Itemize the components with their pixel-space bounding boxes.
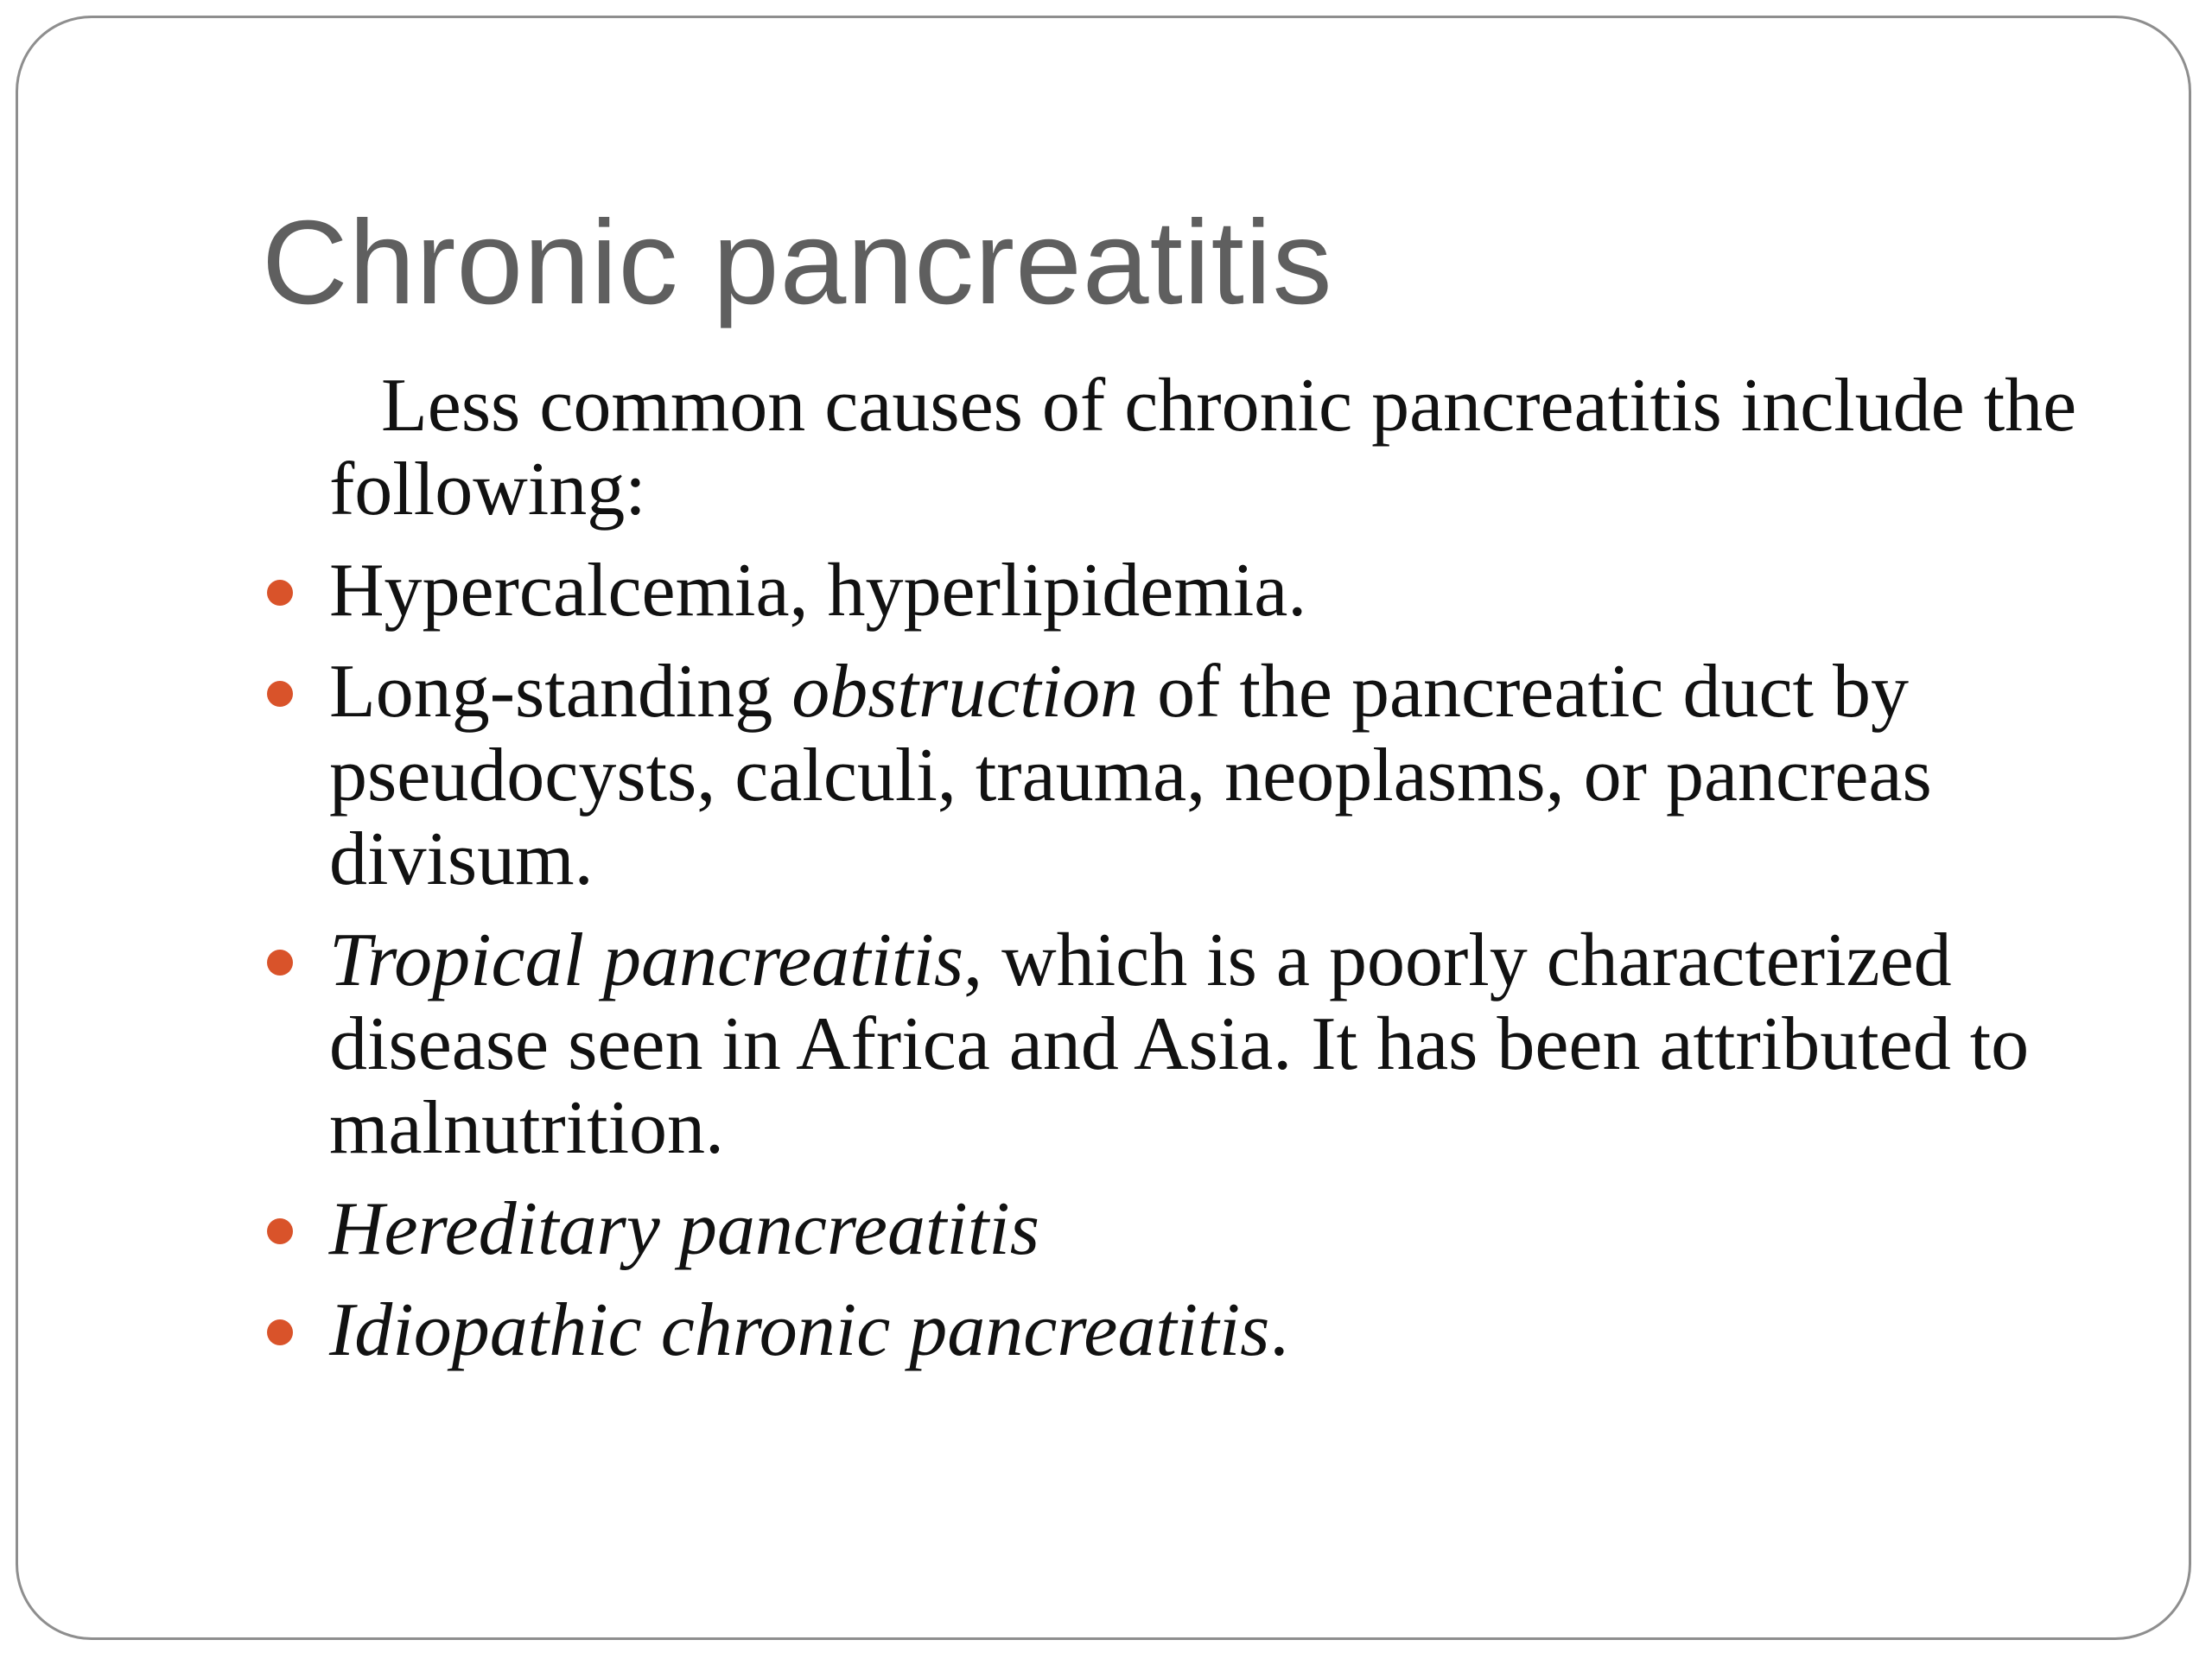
bullet-text-lead: Long-standing: [329, 650, 792, 734]
bullet-text-emphasis: Idiopathic chronic pancreatitis: [329, 1288, 1270, 1372]
bullet-dot-icon: [267, 681, 293, 707]
bullet-item-hereditary: [262, 1187, 2145, 1271]
bullet-text-rest: .: [1269, 1288, 1289, 1372]
bullet-item-obstruction: [262, 650, 2145, 901]
intro-paragraph: Less common causes of chronic pancreatitis include the following:: [329, 364, 2077, 531]
bullet-item-idiopathic: [262, 1288, 2145, 1372]
bullet-dot-icon: [267, 580, 293, 606]
bullet-text: Hypercalcemia, hyperlipidemia.: [329, 549, 1307, 632]
bullet-item-hypercalcemia: [262, 549, 2145, 632]
bullet-text-emphasis: Tropical pancreatitis: [329, 918, 964, 1002]
bullet-dot-icon: [267, 950, 293, 976]
bullet-dot-icon: [267, 1319, 293, 1345]
bullet-text-rest: , which is a poorly characterized disease seen in Africa and Asia. It has been attributed to malnutrition.: [329, 918, 2030, 1170]
bullet-dot-icon: [267, 1218, 293, 1244]
bullet-text-emphasis: Hereditary pancreatitis: [329, 1187, 1039, 1271]
bullet-item-tropical: [262, 918, 2145, 1170]
bullet-text-emphasis: obstruction: [791, 650, 1139, 734]
slide-frame: [16, 16, 2191, 1640]
bullet-text-rest: of the pancreatic duct by pseudocysts, calculi, trauma, neoplasms, or pancreas divisum.: [329, 650, 1932, 901]
slide-title: Chronic pancreatitis: [262, 196, 1333, 329]
bullet-list: [262, 549, 2145, 1372]
slide-body: [262, 364, 2145, 1389]
